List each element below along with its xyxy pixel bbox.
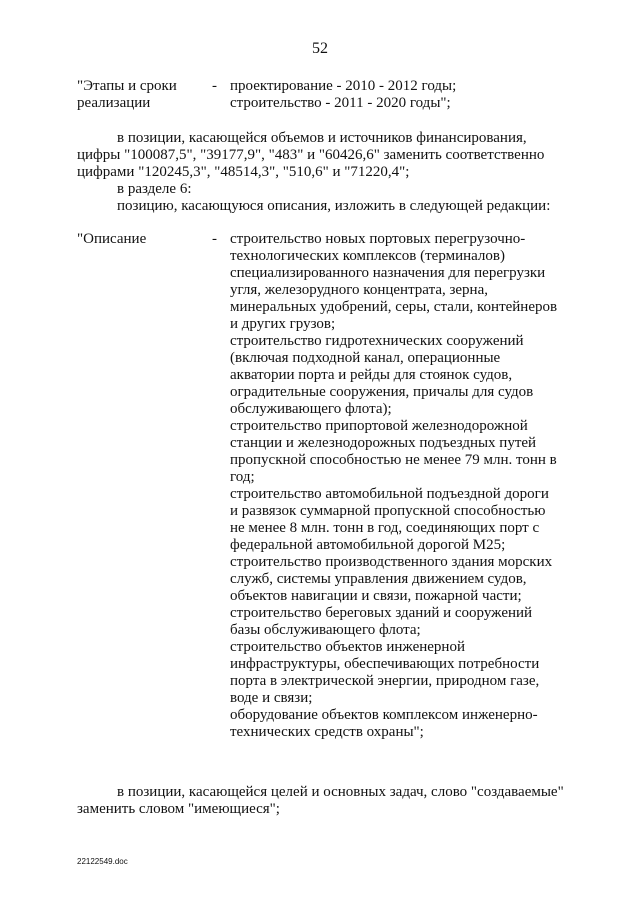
description-line: и других грузов; <box>230 316 336 332</box>
description-line: строительство гидротехнических сооружений <box>230 333 524 349</box>
description-line: станции и железнодорожных подъездных путей <box>230 435 537 451</box>
description-lines <box>230 231 557 741</box>
description-line: специализированного назначения для перегрузки <box>230 265 546 281</box>
description-line: строительство припортовой железнодорожной <box>230 418 528 434</box>
description-dash: - <box>212 231 217 247</box>
description-line: строительство береговых зданий и сооружений <box>230 605 533 621</box>
goals-paragraph-2: заменить словом "имеющиеся"; <box>77 801 280 817</box>
finance-paragraph: в позиции, касающейся объемов и источников финансирования, <box>117 130 527 146</box>
description-line: порта в электрической энергии, природном газе, <box>230 673 540 689</box>
section-6-heading: в разделе 6: <box>117 181 192 197</box>
description-line: пропускной способностью не менее 79 млн. тонн в <box>230 452 557 468</box>
description-line: строительство автомобильной подъездной дороги <box>230 486 549 502</box>
description-line: служб, системы управления движением судов, <box>230 571 527 587</box>
description-label: "Описание <box>77 231 147 247</box>
description-line: оградительные сооружения, причалы для судов <box>230 384 534 400</box>
description-line: строительство объектов инженерной <box>230 639 465 655</box>
stages-dash: - <box>212 78 217 94</box>
description-line: минеральных удобрений, серы, стали, контейнеров <box>230 299 558 315</box>
description-line: строительство производственного здания морских <box>230 554 553 570</box>
description-line: федеральной автомобильной дорогой М25; <box>230 537 506 553</box>
description-line: инфраструктуры, обеспечивающих потребности <box>230 656 540 672</box>
description-intro: позицию, касающуюся описания, изложить в следующей редакции: <box>117 198 551 214</box>
description-line: (включая подходной канал, операционные <box>230 350 501 366</box>
description-line: оборудование объектов комплексом инженерно- <box>230 707 538 723</box>
stages-value: проектирование - 2010 - 2012 годы; строительство - 2011 - 2020 годы"; <box>230 78 457 111</box>
description-line: угля, железорудного концентрата, зерна, <box>230 282 488 298</box>
description-line: не менее 8 млн. тонн в год, соединяющих порт с <box>230 520 540 536</box>
footer-filename: 22122549.doc <box>77 857 128 866</box>
description-line: строительство новых портовых перегрузочно- <box>230 231 526 247</box>
description-line: базы обслуживающего флота; <box>230 622 421 638</box>
stages-label: "Этапы и сроки реализации <box>77 78 177 111</box>
finance-paragraph-3: цифрами "120245,3", "48514,3", "510,6" и "71220,4"; <box>77 164 410 180</box>
description-line: объектов навигации и связи, пожарной части; <box>230 588 522 604</box>
description-line: акватории порта и рейды для стоянок судов, <box>230 367 513 383</box>
description-line: воде и связи; <box>230 690 313 706</box>
description-line: технических средств охраны"; <box>230 724 424 740</box>
goals-paragraph: в позиции, касающейся целей и основных задач, слово "создаваемые" <box>117 784 564 800</box>
description-line: год; <box>230 469 255 485</box>
description-line: технологических комплексов (терминалов) <box>230 248 505 264</box>
stages-row <box>0 78 640 114</box>
description-row <box>0 231 640 761</box>
page-number: 52 <box>312 40 328 57</box>
description-line: и развязок суммарной пропускной способностью <box>230 503 546 519</box>
description-line: обслуживающего флота); <box>230 401 392 417</box>
finance-paragraph-2: цифры "100087,5", "39177,9", "483" и "60426,6" заменить соответственно <box>77 147 545 163</box>
